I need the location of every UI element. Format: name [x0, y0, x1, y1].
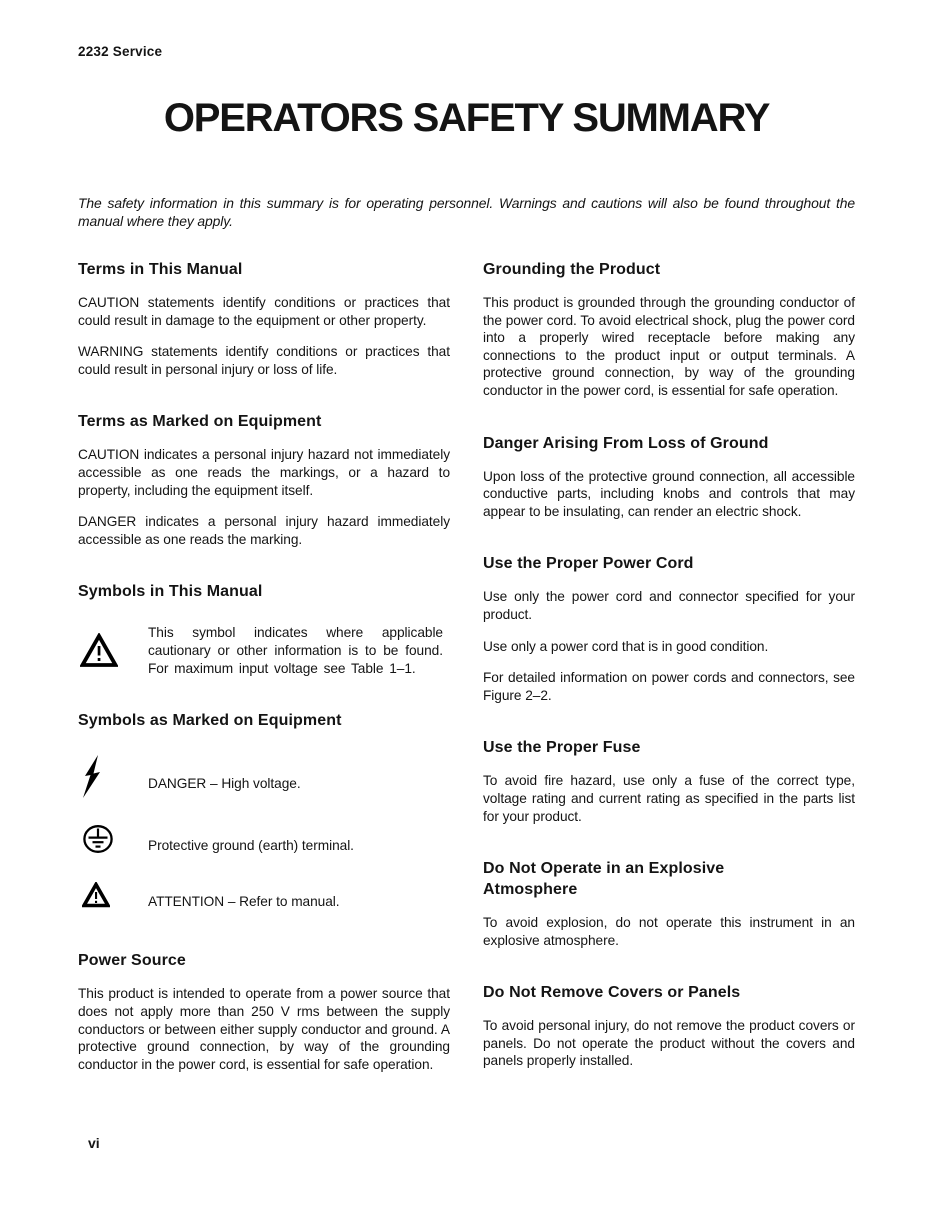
section-symbols-in-this-manual [78, 581, 450, 677]
paragraph: This product is intended to operate from a power source that does not apply more than 250 V rms between the supply conductors or between either supply conductor and ground. A protective ground connection, by way of the grounding conductor in the power cord, is essential for safe operation. [78, 986, 450, 1072]
section-heading: Do Not Remove Covers or Panels [483, 984, 741, 1002]
symbol-row-high-voltage [78, 755, 450, 799]
paragraph: DANGER indicates a personal injury hazard immediately accessible as one reads the marking. [78, 514, 450, 547]
right-column [483, 259, 855, 1073]
section-heading: Danger Arising From Loss of Ground [483, 434, 769, 452]
section-heading: Grounding the Product [483, 261, 661, 278]
section-heading: Use the Proper Power Cord [483, 555, 694, 573]
section-heading: Symbols in This Manual [78, 583, 263, 601]
section-grounding-the-product [483, 259, 855, 400]
section-use-proper-fuse [483, 737, 855, 825]
page-number: vi [88, 1135, 100, 1151]
symbol-label: ATTENTION – Refer to manual. [148, 893, 340, 909]
paragraph: Upon loss of the protective ground connection, all accessible conductive parts, including knobs and controls that may appear to be insulating, can render an electric shock. [483, 468, 855, 519]
attention-triangle-icon [78, 882, 148, 908]
section-symbols-as-marked-on-equipment [78, 710, 450, 910]
paragraph: This product is grounded through the grounding conductor of the power cord. To avoid electrical shock, plug the power cord into a properly wired receptacle before making any connections to the product input or output terminals. A protective ground connection, by way of the grounding conductor in the power cord, is essential for safe operation. [483, 295, 855, 398]
section-heading: Terms in This Manual [78, 261, 243, 278]
paragraph: To avoid personal injury, do not remove the product covers or panels. Do not operate the product without the covers and panels properly installed. [483, 1018, 855, 1069]
left-column [78, 259, 450, 1073]
section-do-not-remove-covers [483, 982, 855, 1070]
paragraph: Use only the power cord and connector specified for your product. [483, 589, 855, 622]
paragraph: CAUTION indicates a personal injury hazard not immediately accessible as one reads the markings, or a hazard to property, including the equipment itself. [78, 447, 450, 498]
protective-ground-icon [78, 824, 148, 854]
section-heading: Do Not Operate in an Explosive Atmosphere [483, 860, 725, 899]
section-heading: Use the Proper Fuse [483, 739, 641, 757]
symbol-label: DANGER – High voltage. [148, 776, 301, 792]
doc-header: 2232 Service [78, 44, 163, 59]
two-column-layout [78, 259, 855, 1073]
symbol-row-protective-ground [78, 823, 450, 855]
section-use-proper-power-cord [483, 553, 855, 704]
paragraph: CAUTION statements identify conditions or practices that could result in damage to the equipment or other property. [78, 295, 450, 328]
paragraph: To avoid explosion, do not operate this instrument in an explosive atmosphere. [483, 915, 855, 948]
paragraph: For detailed information on power cords and connectors, see Figure 2–2. [483, 670, 855, 703]
symbol-label: Protective ground (earth) terminal. [148, 838, 354, 854]
paragraph: Use only a power cord that is in good condition. [483, 638, 769, 654]
section-explosive-atmosphere [483, 858, 855, 949]
high-voltage-bolt-icon [78, 755, 148, 799]
intro-text: The safety information in this summary is for operating personnel. Warnings and cautions will also be found throughout the manual where they apply. [78, 195, 855, 229]
section-power-source [78, 950, 450, 1073]
section-danger-loss-of-ground [483, 433, 855, 521]
section-heading: Terms as Marked on Equipment [78, 413, 322, 431]
symbol-row-attention [78, 879, 450, 911]
page-title: OPERATORS SAFETY SUMMARY [163, 96, 770, 140]
symbol-note-text: This symbol indicates where applicable cautionary or other information is to be found. For maximum input voltage see Table 1–1. [148, 625, 443, 676]
section-heading: Symbols as Marked on Equipment [78, 712, 342, 730]
warning-triangle-icon [78, 633, 148, 668]
section-terms-in-this-manual [78, 259, 450, 378]
section-terms-as-marked-on-equipment [78, 411, 450, 548]
paragraph: WARNING statements identify conditions or practices that could result in personal injury or loss of life. [78, 344, 450, 377]
section-heading: Power Source [78, 952, 186, 970]
paragraph: To avoid fire hazard, use only a fuse of the correct type, voltage rating and current rating as specified in the parts list for your product. [483, 773, 855, 824]
symbol-note-row [78, 624, 450, 677]
